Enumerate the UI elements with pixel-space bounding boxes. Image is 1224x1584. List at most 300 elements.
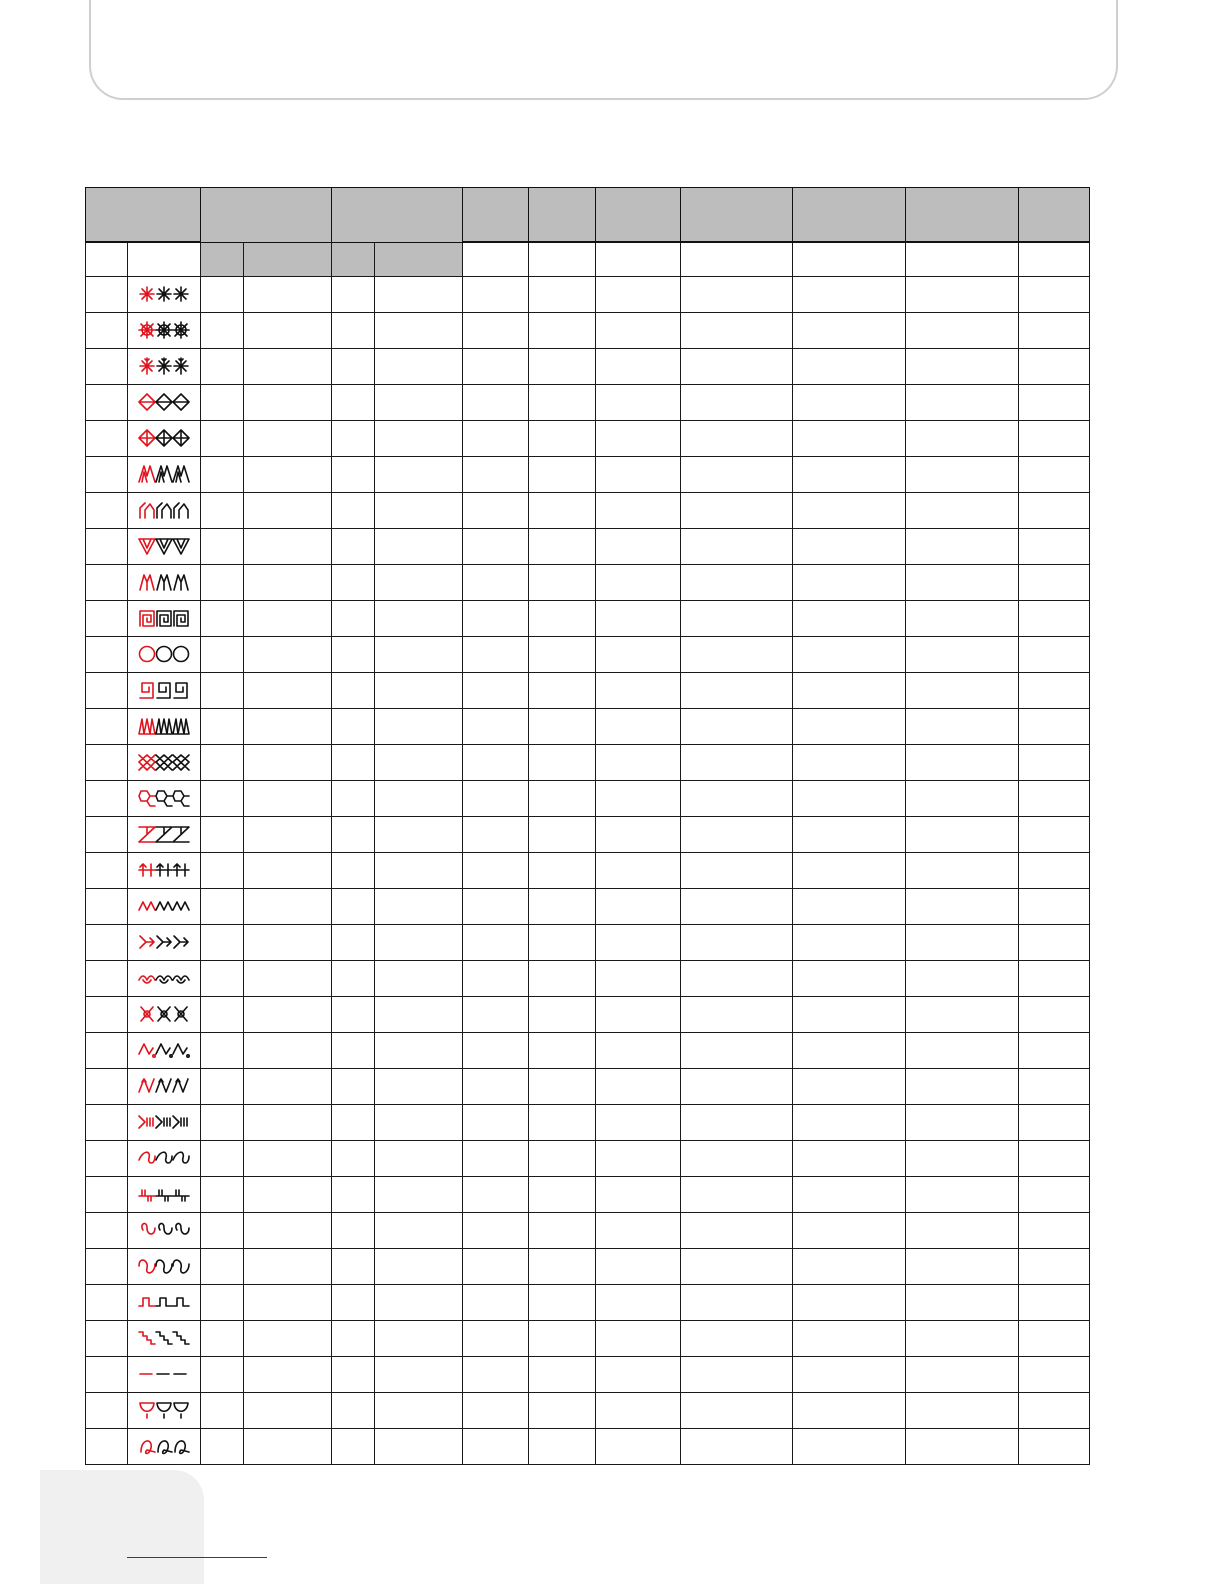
table-cell [201,385,244,421]
table-cell [375,637,463,673]
table-cell [86,313,128,349]
table-cell [463,997,529,1033]
stitch-icon-cell [128,385,201,421]
table-cell [375,817,463,853]
table-cell [375,673,463,709]
table-cell [244,1033,332,1069]
table-cell [244,925,332,961]
stitch-icon-cell [128,889,201,925]
table-cell [681,529,793,565]
table-row [86,745,1090,781]
table-row [86,853,1090,889]
table-cell [529,889,596,925]
table-cell [681,745,793,781]
table-cell [596,1069,681,1105]
table-cell [375,601,463,637]
column-header [681,188,793,243]
table-cell [375,1141,463,1177]
table-cell [463,1141,529,1177]
table-cell [375,529,463,565]
table-cell [244,1069,332,1105]
table-cell [463,493,529,529]
table-cell [529,421,596,457]
table-cell [244,673,332,709]
stitch-icon-cell [128,349,201,385]
table-cell [596,961,681,997]
table-cell [332,745,375,781]
table-cell [86,1069,128,1105]
table-cell [332,1393,375,1429]
table-cell [529,1141,596,1177]
diamond-chain-stitch-icon [128,392,200,414]
table-cell [463,925,529,961]
table-cell [681,457,793,493]
table-cell [906,1285,1019,1321]
table-cell [463,889,529,925]
table-cell [681,925,793,961]
table-cell [906,1249,1019,1285]
table-row [86,673,1090,709]
linked-diamond-stitch-icon [128,932,200,954]
table-cell [244,421,332,457]
table-cell [529,313,596,349]
table-cell [332,457,375,493]
table-cell [463,529,529,565]
table-cell [201,745,244,781]
table-cell [86,457,128,493]
subheader-cell [906,242,1019,277]
peak-dot-stitch-icon [128,1040,200,1062]
stitch-icon-cell [128,817,201,853]
table-cell [244,1213,332,1249]
table-cell [906,1141,1019,1177]
table-cell [375,1177,463,1213]
table-cell [463,673,529,709]
table-cell [793,853,906,889]
table-cell [375,709,463,745]
table-cell [86,781,128,817]
stitch-icon-cell [128,565,201,601]
table-cell [906,601,1019,637]
double-loop-stitch-icon [128,1256,200,1278]
table-cell [906,421,1019,457]
subheader-cell [793,242,906,277]
table-cell [906,1393,1019,1429]
stitch-icon-cell [128,673,201,709]
table-cell [375,1393,463,1429]
table-cell [1019,1393,1090,1429]
table-cell [1019,1033,1090,1069]
table-cell [906,1429,1019,1465]
table-cell [596,1033,681,1069]
table-cell [793,421,906,457]
table-row [86,529,1090,565]
table-row [86,1249,1090,1285]
subheader-cell [244,242,332,277]
table-cell [332,1429,375,1465]
table-cell [201,1177,244,1213]
table-cell [201,529,244,565]
table-cell [332,1105,375,1141]
table-cell [596,1429,681,1465]
table-row [86,781,1090,817]
stitch-icon-cell [128,1177,201,1213]
table-cell [793,709,906,745]
table-cell [332,1213,375,1249]
table-row [86,925,1090,961]
table-cell [201,853,244,889]
table-cell [201,637,244,673]
table-cell [681,1321,793,1357]
table-cell [375,1213,463,1249]
table-cell [375,853,463,889]
table-cell [596,781,681,817]
table-cell [906,277,1019,313]
table-cell [1019,1249,1090,1285]
table-cell [463,565,529,601]
honeycomb-stitch-icon [128,788,200,810]
column-header [793,188,906,243]
table-cell [201,1033,244,1069]
table-cell [596,673,681,709]
table-cell [463,781,529,817]
table-cell [1019,997,1090,1033]
asterisk-star-stitch-icon [128,284,200,306]
table-cell [681,1213,793,1249]
cross-hatch-stitch-icon [128,752,200,774]
table-cell [463,961,529,997]
table-cell [596,349,681,385]
table-cell [375,745,463,781]
table-cell [596,817,681,853]
table-cell [86,565,128,601]
table-row [86,1357,1090,1393]
table-cell [86,1249,128,1285]
table-cell [463,1033,529,1069]
stitch-icon-cell [128,313,201,349]
table-cell [463,1429,529,1465]
table-cell [463,277,529,313]
table-cell [529,853,596,889]
page-header-frame [89,0,1118,100]
table-cell [86,817,128,853]
table-cell [1019,1429,1090,1465]
table-cell [244,853,332,889]
table-cell [596,1393,681,1429]
table-cell [681,565,793,601]
table-cell [332,781,375,817]
table-cell [906,529,1019,565]
table-cell [906,1357,1019,1393]
table-cell [244,817,332,853]
table-cell [906,1213,1019,1249]
table-cell [596,1177,681,1213]
table-cell [1019,565,1090,601]
stitch-icon-cell [128,781,201,817]
table-cell [596,889,681,925]
table-cell [86,1285,128,1321]
table-cell [681,385,793,421]
table-cell [375,889,463,925]
table-cell [201,457,244,493]
stitch-icon-cell [128,1429,201,1465]
subheader-cell [1019,242,1090,277]
table-cell [1019,457,1090,493]
table-cell [332,889,375,925]
table-cell [244,565,332,601]
table-cell [332,1033,375,1069]
stitch-icon-cell [128,925,201,961]
table-cell [86,601,128,637]
table-cell [332,601,375,637]
table-row [86,421,1090,457]
table-cell [793,1285,906,1321]
table-cell [201,1429,244,1465]
stitch-icon-cell [128,1321,201,1357]
table-cell [86,529,128,565]
table-cell [529,601,596,637]
table-cell [244,1321,332,1357]
table-row [86,493,1090,529]
table-cell [375,781,463,817]
table-cell [596,565,681,601]
table-row [86,1141,1090,1177]
table-cell [596,1285,681,1321]
table-cell [906,565,1019,601]
table-row [86,385,1090,421]
table-cell [332,853,375,889]
table-cell [201,421,244,457]
table-cell [375,313,463,349]
table-subheader-row [86,242,1090,277]
table-cell [681,1141,793,1177]
table-cell [375,997,463,1033]
table-cell [681,781,793,817]
table-row [86,1069,1090,1105]
table-cell [793,457,906,493]
table-cell [529,745,596,781]
tulip-cup-stitch-icon [128,1400,200,1422]
table-cell [463,1213,529,1249]
stitch-icon-cell [128,745,201,781]
stitch-icon-cell [128,1249,201,1285]
table-cell [596,385,681,421]
table-cell [332,673,375,709]
table-cell [375,565,463,601]
table-cell [793,997,906,1033]
stitch-icon-cell [128,637,201,673]
table-cell [1019,673,1090,709]
stitch-icon-cell [128,709,201,745]
table-cell [244,1357,332,1393]
zigzag-branch-stitch-icon [128,500,200,522]
table-cell [1019,1357,1090,1393]
table-cell [375,1357,463,1393]
table-cell [1019,1213,1090,1249]
table-cell [332,493,375,529]
table-row [86,1213,1090,1249]
stitch-icon-cell [128,277,201,313]
table-cell [793,1321,906,1357]
table-cell [906,1177,1019,1213]
table-cell [244,1285,332,1321]
table-cell [906,817,1019,853]
table-cell [201,1105,244,1141]
table-cell [332,1321,375,1357]
mountain-arch-stitch-icon [128,464,200,486]
table-row [86,709,1090,745]
page-corner-tab [40,1470,204,1584]
table-cell [332,277,375,313]
stitch-icon-cell [128,493,201,529]
table-cell [906,925,1019,961]
table-cell [463,313,529,349]
stitch-icon-cell [128,1033,201,1069]
table-cell [793,637,906,673]
table-cell [596,1105,681,1141]
table-cell [596,1249,681,1285]
table-cell [529,349,596,385]
table-cell [201,1357,244,1393]
subheader-cell [332,242,375,277]
table-cell [681,1069,793,1105]
table-cell [681,1249,793,1285]
table-cell [793,493,906,529]
table-cell [793,1177,906,1213]
table-cell [201,601,244,637]
table-cell [463,349,529,385]
stitch-icon-cell [128,1141,201,1177]
table-cell [201,493,244,529]
subheader-cell [201,242,244,277]
table-cell [906,493,1019,529]
table-cell [906,673,1019,709]
table-cell [529,925,596,961]
subheader-cell [86,242,128,277]
table-cell [463,637,529,673]
table-cell [463,1393,529,1429]
table-cell [529,997,596,1033]
step-valley-stitch-icon [128,1328,200,1350]
table-cell [86,349,128,385]
table-cell [86,493,128,529]
table-cell [375,277,463,313]
table-row [86,457,1090,493]
table-cell [1019,709,1090,745]
table-cell [86,1141,128,1177]
table-cell [1019,961,1090,997]
table-cell [375,1285,463,1321]
table-cell [375,493,463,529]
stitch-table [85,187,1090,1465]
stitch-icon-cell [128,601,201,637]
table-cell [529,1393,596,1429]
table-cell [1019,601,1090,637]
table-row [86,637,1090,673]
table-cell [681,673,793,709]
table-cell [793,673,906,709]
column-header [86,188,201,243]
table-cell [596,601,681,637]
table-cell [86,925,128,961]
table-cell [201,817,244,853]
table-cell [463,1105,529,1141]
table-cell [906,781,1019,817]
table-cell [529,1357,596,1393]
table-cell [681,709,793,745]
table-row [86,1285,1090,1321]
table-cell [201,1069,244,1105]
table-cell [596,529,681,565]
table-cell [793,925,906,961]
table-cell [86,277,128,313]
table-row [86,1321,1090,1357]
table-cell [86,745,128,781]
table-cell [596,1321,681,1357]
table-cell [332,565,375,601]
subheader-cell [128,242,201,277]
table-cell [906,709,1019,745]
table-cell [1019,817,1090,853]
table-cell [244,277,332,313]
table-cell [529,385,596,421]
table-cell [375,961,463,997]
column-header [463,188,529,243]
table-row [86,601,1090,637]
table-cell [244,349,332,385]
table-cell [596,457,681,493]
table-cell [244,1429,332,1465]
table-cell [681,349,793,385]
table-cell [86,1393,128,1429]
table-cell [244,457,332,493]
table-cell [244,601,332,637]
table-cell [596,925,681,961]
table-cell [201,1249,244,1285]
table-cell [906,745,1019,781]
table-cell [244,385,332,421]
table-cell [596,1213,681,1249]
square-key-stitch-icon [128,680,200,702]
table-cell [529,277,596,313]
table-cell [1019,385,1090,421]
fence-stitch-icon [128,1184,200,1206]
table-cell [681,889,793,925]
subheader-cell [596,242,681,277]
footer-link[interactable] [127,1557,267,1558]
table-cell [1019,637,1090,673]
table-cell [1019,745,1090,781]
table-cell [201,889,244,925]
table-cell [201,1141,244,1177]
table-cell [906,1033,1019,1069]
table-cell [1019,1105,1090,1141]
table-cell [906,1321,1019,1357]
table-cell [244,1249,332,1285]
table-cell [529,781,596,817]
table-cell [375,385,463,421]
table-cell [596,493,681,529]
table-cell [681,1177,793,1213]
table-cell [1019,1141,1090,1177]
table-cell [793,1033,906,1069]
table-cell [86,709,128,745]
table-cell [906,637,1019,673]
table-cell [244,745,332,781]
wave-zigzag-stitch-icon [128,896,200,918]
table-cell [681,1033,793,1069]
table-cell [906,961,1019,997]
